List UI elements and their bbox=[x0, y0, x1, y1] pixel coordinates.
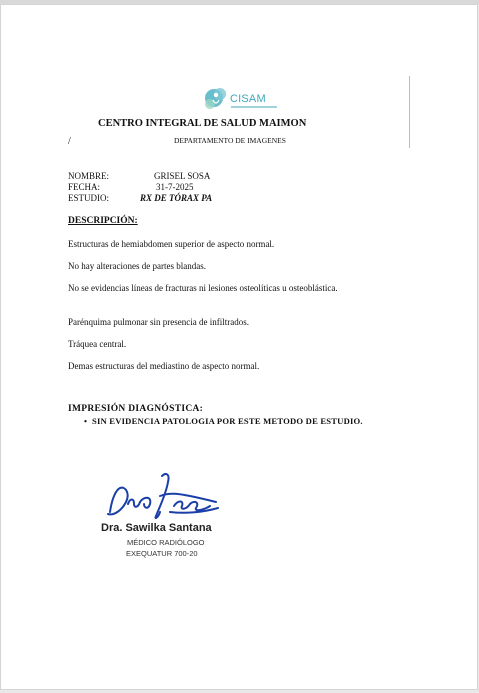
doctor-role: MÉDICO RADIÓLOGO bbox=[127, 538, 205, 547]
impression-item bbox=[84, 416, 363, 426]
name-label: NOMBRE: bbox=[68, 171, 110, 181]
name-value: GRISEL SOSA bbox=[154, 171, 211, 181]
description-paragraph: Tráquea central. bbox=[68, 339, 127, 349]
date-label: FECHA: bbox=[68, 182, 101, 192]
description-paragraph: No hay alteraciones de partes blandas. bbox=[68, 261, 206, 271]
logo-underline bbox=[231, 106, 277, 108]
bullet-icon: • bbox=[84, 416, 88, 426]
margin-line bbox=[409, 76, 410, 148]
department-title: DEPARTAMENTO DE IMAGENES bbox=[174, 136, 286, 145]
description-paragraph: Demas estructuras del mediastino de aspecto normal. bbox=[68, 361, 260, 371]
date-value: 31-7-2025 bbox=[156, 182, 194, 192]
handwritten-signature bbox=[100, 468, 230, 526]
doctor-name: Dra. Sawilka Santana bbox=[101, 522, 212, 534]
logo-text: CISAM bbox=[230, 93, 266, 105]
impression-item-text: SIN EVIDENCIA PATOLOGIA POR ESTE METODO DE ESTUDIO. bbox=[92, 416, 363, 426]
description-paragraph: Estructuras de hemiabdomen superior de aspecto normal. bbox=[68, 239, 275, 249]
study-value: RX DE TÓRAX PA bbox=[140, 193, 213, 203]
description-heading: DESCRIPCIÓN: bbox=[68, 216, 138, 226]
description-paragraph: No se evidencias líneas de fracturas ni lesiones osteolíticas u osteoblástica. bbox=[68, 283, 338, 293]
description-paragraph: Parénquima pulmonar sin presencia de infiltrados. bbox=[68, 317, 249, 327]
doctor-exequatur: EXEQUATUR 700-20 bbox=[126, 549, 198, 558]
institution-title: CENTRO INTEGRAL DE SALUD MAIMON bbox=[98, 118, 307, 129]
impression-heading: IMPRESIÓN DIAGNÓSTICA: bbox=[68, 404, 204, 414]
slash-mark: / bbox=[68, 136, 71, 147]
study-label: ESTUDIO: bbox=[68, 193, 109, 203]
